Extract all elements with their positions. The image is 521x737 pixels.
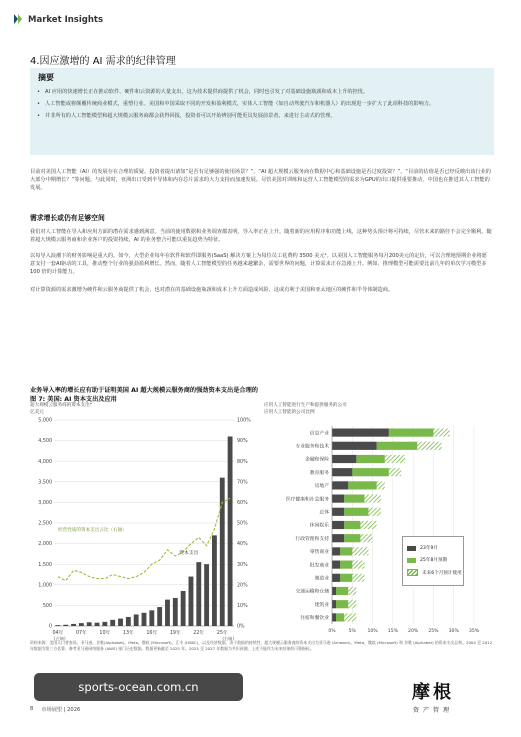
capex-bar — [71, 624, 76, 626]
y-tick-label: 5,000 — [38, 418, 52, 424]
x-tick-label: 35% — [468, 629, 480, 634]
category-label: 金融和保险 — [305, 457, 329, 463]
bar-aug-25 — [344, 508, 368, 516]
bar-future-6m — [417, 442, 441, 450]
annotation-capex: 资本支出 — [179, 550, 199, 556]
x-tick-label: 15% — [387, 629, 398, 634]
left-chart-caption: 超大规模云服务商的资本支出* — [30, 403, 93, 408]
y-tick-label: 3,000 — [38, 501, 52, 506]
bar-future-6m — [385, 455, 405, 463]
logo-mark-icon — [14, 14, 23, 25]
capex-bar — [87, 622, 92, 626]
paragraph: 以每导入浪潮下的财务影响是重大的。如今，大型企业每年在软件和软件即服务(SaaS) 解决方案上为每位员工花费约 3500 美元¹。以美国人工智能服务每月200美元的定价，可以合理地预期企业将愿意支付一套AI驱动的工具，推动整个行业的强劲盈利增长。然而，随着人工智能模型的任务越来越繁杂，需要世界的问题，计算需求正在急剧上升。例如，推理模型可能需要比前几年的单次学习模型多 100 倍的计算能力。 — [30, 253, 487, 276]
bar-sep-23 — [332, 534, 344, 542]
bar-aug-25 — [336, 600, 348, 608]
bar-future-6m — [360, 521, 376, 529]
y2-tick-label: 50% — [237, 521, 248, 527]
bar-future-6m — [377, 481, 385, 489]
bar-future-6m — [348, 600, 356, 608]
category-label: 住宿和餐饮业 — [300, 616, 329, 622]
capex-bar — [134, 614, 139, 626]
page-footer — [30, 706, 80, 713]
x-tick-label: 30% — [448, 629, 459, 634]
figure-subtitle: 图 7: 美国: AI 资本支出及应用 — [30, 396, 117, 403]
paragraph: 对计算资源的需求激增为硬件和云服务商提供了机会，也对潜在的基础设施瓶颈和成本上升方面造成风险，这或有利于美国和亚太地区的硬件和半导体制造商。 — [30, 287, 394, 293]
bar-sep-23 — [332, 468, 352, 476]
capex-bar — [165, 600, 170, 626]
bar-future-6m — [433, 429, 449, 437]
x-tick-label: 16年 — [146, 631, 158, 636]
bar-future-6m — [360, 534, 372, 542]
bar-sep-23 — [332, 600, 336, 608]
header-title: Market Insights — [28, 14, 104, 25]
bar-sep-23 — [332, 429, 389, 437]
bar-future-6m — [352, 561, 364, 569]
x-tick-label: 10年 — [99, 631, 111, 636]
y2-tick-label: 30% — [237, 562, 248, 568]
bar-sep-23 — [332, 521, 344, 529]
x-tick-label: 25% — [428, 629, 439, 634]
right-chart-unit: 应用人工智能的公司比例 — [264, 410, 315, 415]
summary-title: 摘要 — [38, 73, 54, 82]
y2-tick-label: 0% — [237, 624, 245, 630]
bar-aug-25 — [389, 429, 434, 437]
x-tick-label: 22年 — [193, 631, 205, 636]
section-title: 4.因应激增的 AI 需求的纪律管理 — [30, 56, 176, 67]
annotation-ratio: 经营性质的资本支出占比（右轴） — [58, 528, 127, 534]
bar-future-6m — [348, 587, 356, 595]
brand-subtitle: 资产管理 — [412, 707, 453, 714]
x-tick-label: 0% — [328, 629, 336, 634]
bar-aug-25 — [340, 547, 352, 555]
category-label: 教育服务 — [309, 470, 329, 476]
y-tick-label: 1,500 — [38, 562, 52, 568]
bar-sep-23 — [332, 508, 344, 516]
y-tick-label: 1,000 — [38, 583, 52, 589]
capex-bar — [79, 623, 84, 626]
bar-sep-23 — [332, 442, 377, 450]
bar-sep-23 — [332, 481, 348, 489]
y2-tick-label: 60% — [237, 501, 248, 506]
watermark-banner: sports-ocean.com.cn — [34, 673, 243, 701]
capex-bar — [220, 478, 225, 626]
y-tick-label: 4,500 — [38, 439, 52, 445]
capex-bar — [212, 535, 217, 626]
capex-bar — [102, 622, 107, 626]
figure-heading: 业务导入率的增长应有助于证明美国 AI 超大规模云服务商的强劲资本支出是合理的 — [30, 387, 258, 394]
paragraph: 我们对人工智能在导入和应用方面的潜在需求感到满意。当前的使用数据和业务调查都表明，导入率正在上升。随着新的应用程序和功能上线，这种势头预计将可持续，尽管未来的路径不会完全顺利。随着超大规模云服务商和企业客户的投资持续，AI 的业务整合可能以重复趋势为特征。 — [30, 229, 492, 244]
y2-tick-label: 100% — [237, 418, 251, 424]
bar-aug-25 — [336, 587, 348, 595]
legend-item: 25年8月预期 — [407, 557, 447, 563]
summary-list — [36, 88, 488, 124]
bar-aug-25 — [344, 534, 360, 542]
y-tick-label: 4,000 — [38, 459, 52, 465]
brand-logo — [412, 678, 454, 714]
category-label: 房地产 — [314, 484, 329, 490]
x-tick-label: 25年 — [216, 631, 228, 636]
legend-item: 未来6个月预计使用 — [407, 569, 462, 576]
y2-tick-label: 40% — [237, 542, 248, 548]
capex-bar — [189, 577, 194, 626]
x-tick-label: 5% — [348, 629, 356, 634]
bar-aug-25 — [340, 561, 352, 569]
capex-bar — [110, 620, 115, 626]
category-label: 行政管理和支持 — [295, 536, 329, 542]
x-tick-label: 10% — [367, 629, 378, 634]
left-chart-unit: 亿美元 — [30, 410, 44, 415]
category-label: 信息产业 — [309, 431, 329, 437]
capex-bar — [126, 617, 131, 626]
capex-bar — [55, 625, 60, 626]
bar-aug-25 — [340, 574, 352, 582]
summary-box — [30, 68, 494, 155]
summary-item: • 并非所有的人工智能模型和超大规模云服务商都会获得回报，投资者可以开始辨别可能更具发展前景者，来进行主动式的管理。 — [36, 112, 488, 120]
capex-bar — [149, 610, 154, 626]
summary-item: • AI 应用的快速增长正在推动软件、硬件和云资源的大量支出，这为技术提供商提供了机会，同时也引发了对基础设施瓶颈和成本上升的担忧。 — [36, 88, 488, 96]
subheading: 需求增长或仍有足够空间 — [30, 214, 105, 222]
bar-sep-23 — [332, 561, 340, 569]
ai-adoption-chart — [262, 414, 494, 642]
capex-bar — [204, 564, 209, 626]
category-label: 医疗健康和社会服务 — [285, 497, 329, 503]
category-label: 总体 — [319, 510, 329, 516]
capex-bar — [196, 562, 201, 626]
bar-sep-23 — [332, 547, 340, 555]
category-label: 批发商业 — [309, 563, 329, 569]
y-tick-label: 3,500 — [38, 480, 52, 486]
capex-bar — [142, 613, 147, 626]
brand-name: 摩根 — [412, 682, 454, 703]
bar-aug-25 — [344, 495, 364, 503]
y2-tick-label: 90% — [237, 439, 248, 445]
bar-sep-23 — [332, 495, 344, 503]
bar-sep-23 — [332, 613, 336, 621]
category-label: 休闲娱乐 — [309, 523, 329, 529]
category-label: 建筑业 — [314, 602, 329, 608]
bar-future-6m — [369, 508, 381, 516]
bar-aug-25 — [336, 613, 344, 621]
axis-note: (右轴) — [222, 636, 234, 641]
capex-bar — [228, 436, 233, 626]
capex-chart — [28, 414, 264, 642]
publication-name: 市场展望 | 2026 — [41, 707, 81, 713]
capex-bar — [157, 607, 162, 626]
y2-tick-label: 80% — [237, 459, 248, 465]
capex-bar — [63, 625, 68, 626]
bar-future-6m — [344, 613, 356, 621]
y2-tick-label: 20% — [237, 583, 248, 589]
bar-future-6m — [352, 547, 368, 555]
x-tick-label: 19年 — [169, 631, 181, 636]
y-tick-label: 500 — [42, 604, 52, 609]
bar-aug-25 — [352, 468, 389, 476]
category-label: 零售商业 — [309, 550, 329, 556]
y2-tick-label: 10% — [237, 604, 248, 609]
y-tick-label: 2,500 — [38, 521, 52, 527]
bar-future-6m — [352, 574, 364, 582]
category-label: 专业服务和技术 — [295, 444, 329, 450]
capex-bar — [173, 598, 178, 626]
bar-future-6m — [389, 468, 401, 476]
bar-aug-25 — [344, 521, 360, 529]
bar-aug-25 — [377, 442, 418, 450]
figure-notes: 资料来源：美国人口普查局，亚马逊，谷歌(Alphabet)，Meta，微软 (Microsoft)，汇丰 (HSBC)，以及经济数据。由于数据的持续性，超大规模云服务商的资本支出为亚马逊 (Amazon)，Meta，微软 (Microsoft) 和 谷歌 (Alphabet) 的资本支出总和。2004 至 2012 年数据为第三方估算，参考亚马逊网络服务 (AWS) 部门历史数据。数据更新截至 2025 年。2025 至 2027 年数据为共识预测。上述不能作为未来结果的可靠指标。 — [30, 640, 493, 651]
capex-bar — [118, 619, 123, 626]
capex-bar — [181, 591, 186, 626]
capex-bar — [95, 623, 100, 626]
page-number: 8 — [30, 706, 34, 712]
x-tick-label: 04年 — [52, 631, 64, 636]
legend-item: 23年9月 — [407, 545, 438, 551]
axis-note: (左轴) — [54, 636, 66, 641]
paragraph-intro: 目前对美国人工智能（AI）的发展存在合理的质疑。投资者提出诸如“是否有足够强的使用场景？”、“AI 超大规模云服务商在数据中心和基础设施是否过度投资？”、“目前的估值是否已经反映出该行业的大部分中期增长？”等问题。与此同时，亚洲出口受到半导体和内存芯片需求的大力支持而加速发展。尽管美国对训练和运营人工智能模型的需求为GPU的出口提供重要推动，中国也在推进其人工智能的发展。 — [30, 169, 491, 192]
category-label: 制造业 — [314, 576, 329, 582]
y-tick-label: 2,000 — [38, 542, 52, 548]
bar-aug-25 — [348, 481, 376, 489]
bar-future-6m — [364, 495, 380, 503]
bar-sep-23 — [332, 455, 356, 463]
x-tick-label: 13年 — [122, 631, 134, 636]
category-label: 交通运输和仓储 — [295, 589, 329, 595]
summary-item: • 人工智能或将颠覆传统商业模式，重塑行业。美国和中国采取不同的开发和盈利模式，实体人工智能（如自动驾驶汽车和机器人）的出现进一步扩大了此项科技的影响力。 — [36, 100, 488, 108]
right-chart-legend — [402, 536, 464, 586]
y2-tick-label: 70% — [237, 480, 248, 486]
x-tick-label: 20% — [408, 629, 419, 634]
header — [14, 14, 103, 25]
right-chart-caption: 应用人工智能进行生产和提供服务的公司 — [264, 403, 347, 408]
y-tick-label: 0 — [48, 624, 52, 630]
bar-aug-25 — [356, 455, 384, 463]
bar-sep-23 — [332, 574, 340, 582]
x-tick-label: 07年 — [75, 631, 87, 636]
bar-sep-23 — [332, 587, 336, 595]
